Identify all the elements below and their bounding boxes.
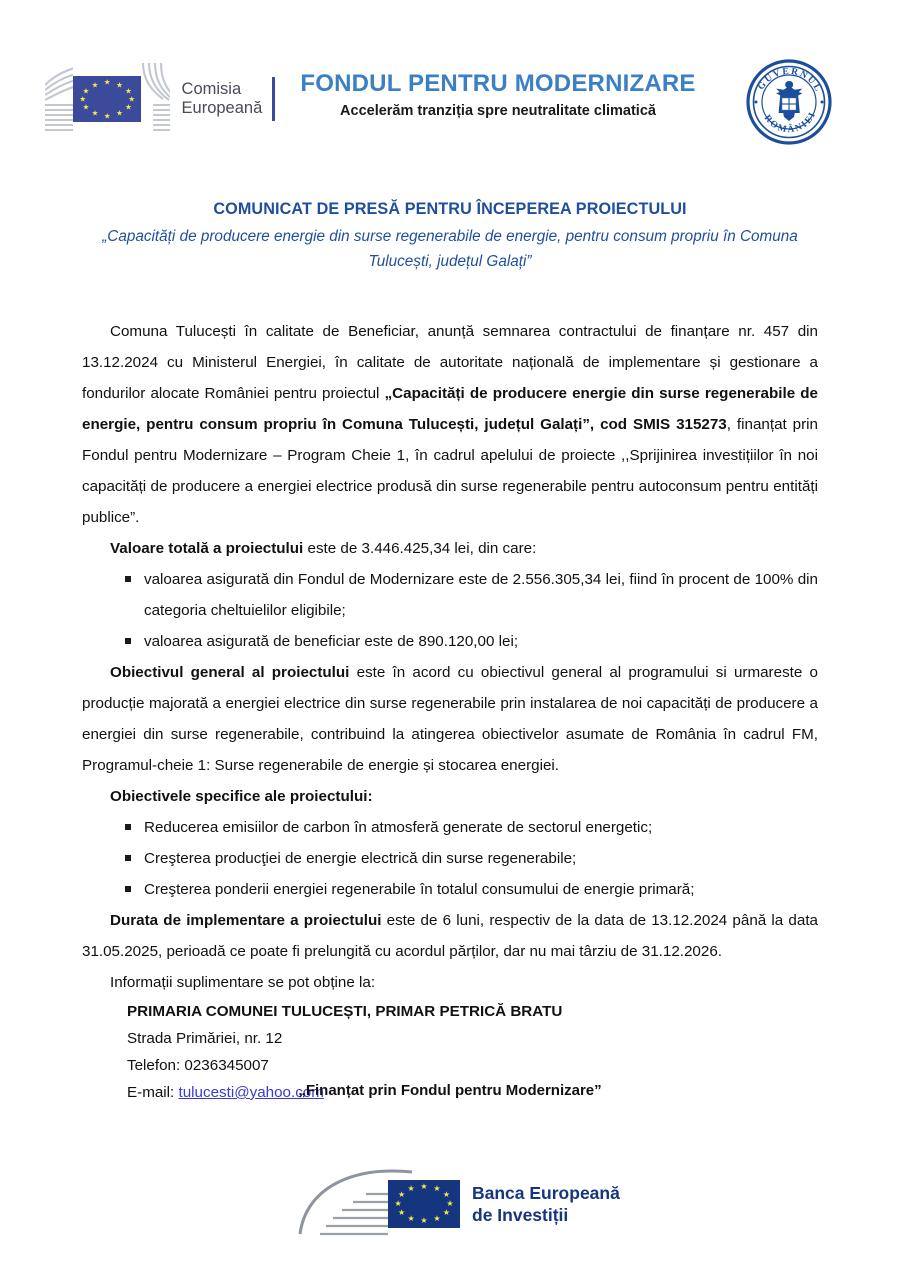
- document-title-block: [82, 198, 818, 274]
- total-value-label: Valoare totală a proiectului: [110, 540, 304, 557]
- bullet-square-icon: [125, 576, 131, 582]
- bullet-square-icon: [125, 886, 131, 892]
- bullet-square-icon: [125, 855, 131, 861]
- paragraph-implementation-duration: [82, 905, 818, 967]
- value-item-text: valoarea asigurată din Fondul de Modernizare este de 2.556.305,34 lei, fiind în procent de 100% din categoria cheltuielilor eligibile;: [144, 571, 818, 619]
- value-breakdown-list: [82, 564, 818, 657]
- paragraph1-project-name-bold: „Capacități de producere energie din surse regenerabile de energie, pentru consum propriu în Comuna Tulucești, județul Galați”, cod SMIS 315273: [82, 385, 818, 433]
- contact-email-label: E-mail:: [127, 1084, 179, 1101]
- eib-label-line2: de Investiții: [472, 1205, 569, 1225]
- list-item: [82, 874, 818, 905]
- ec-logo-divider: [272, 77, 275, 121]
- list-item: [82, 843, 818, 874]
- contact-organization: PRIMARIA COMUNEI TULUCEȘTI, PRIMAR PETRICĂ BRATU: [127, 1003, 563, 1020]
- paragraph1-part1: Comuna Tulucești în calitate de Beneficiar, anunță semnarea contractului de finanțare nr. 457 din 13.12.2024 cu Ministerul Energiei, în calitate de autoritate națională de implementare și gestionare a fondurilor alocate României pentru proiectul: [82, 323, 818, 402]
- contact-address: Strada Primăriei, nr. 12: [127, 1030, 283, 1047]
- specific-objectives-heading: [82, 781, 818, 812]
- european-investment-bank-logo: [296, 1160, 626, 1246]
- list-item: [82, 812, 818, 843]
- svg-text:GUVERNUL: GUVERNUL: [756, 66, 824, 95]
- general-objective-text: este în acord cu obiectivul general al programului si urmareste o producție majorată a energiei electrice din surse regenerabile prin instalarea de noi capacități de producere a energiei din surse regenerabile, contribuind la atingerea obiectivelor asumate de România în cadrul FM, Programul-cheie 1: Surse regenerabile de energie și stocarea energiei.: [82, 664, 818, 774]
- objective-item-text: Reducerea emisiilor de carbon în atmosferă generate de sectorul energetic;: [144, 819, 653, 836]
- document-header: [0, 0, 900, 160]
- fondul-pentru-modernizare-logo: [298, 70, 698, 121]
- paragraph-general-objective: [82, 657, 818, 781]
- paragraph1-part2: , finanțat prin Fondul pentru Modernizare – Program Cheie 1, în cadrul apelului de proiecte ,,Sprijinirea investițiilor în noi capacități de producere a energiei electrice produsă din surse regenerabile pentru autoconsum pentru entități publice”.: [82, 416, 818, 526]
- ec-label-line1: Comisia: [181, 80, 242, 98]
- list-item: [82, 626, 818, 657]
- duration-label: Durata de implementare a proiectului: [110, 912, 382, 929]
- ec-label-line2: Europeană: [181, 99, 263, 117]
- specific-objectives-list: [82, 812, 818, 905]
- guvernul-romaniei-seal: [745, 58, 833, 146]
- eu-flag-icon: ★ ★ ★ ★ ★ ★ ★ ★ ★ ★ ★ ★: [388, 1180, 460, 1228]
- specific-objectives-label: Obiectivele specifice ale proiectului:: [110, 788, 373, 805]
- contact-phone: Telefon: 0236345007: [127, 1057, 269, 1074]
- total-value-text: este de 3.446.425,34 lei, din care:: [303, 540, 537, 557]
- eib-label-line1: Banca Europeană: [472, 1183, 620, 1203]
- eu-flag-icon: ★ ★ ★ ★ ★ ★ ★ ★ ★ ★ ★ ★: [73, 76, 141, 122]
- eib-logo-label: [472, 1182, 620, 1226]
- objective-item-text: Creşterea producţiei de energie electrică din surse regenerabile;: [144, 850, 577, 867]
- european-commission-label: [182, 80, 263, 118]
- document-body: [82, 316, 818, 1106]
- duration-text: este de 6 luni, respectiv de la data de 13.12.2024 până la data 31.05.2025, perioadă ce poate fi prelungită cu acordul părților, dar nu mai târziu de 31.12.2026.: [82, 912, 818, 960]
- page-subtitle: „Capacități de producere energie din surse regenerabile de energie, pentru consum propriu în Comuna Tulucești, județul Galați”: [102, 228, 798, 270]
- list-item: [82, 564, 818, 626]
- bullet-square-icon: [125, 638, 131, 644]
- paragraph-contract-announcement: [82, 316, 818, 533]
- contact-intro: Informații suplimentare se pot obține la:: [110, 974, 376, 991]
- contact-email-link[interactable]: tulucesti@yahoo.com: [178, 1084, 324, 1101]
- paragraph-total-value: [82, 533, 818, 564]
- page-title: COMUNICAT DE PRESĂ PENTRU ÎNCEPEREA PROIECTULUI: [213, 200, 687, 218]
- fm-logo-subtitle: Accelerăm tranziția spre neutralitate climatică: [340, 103, 656, 119]
- european-commission-logo: [45, 58, 275, 140]
- objective-item-text: Creşterea ponderii energiei regenerabile în totalul consumului de energie primară;: [144, 881, 695, 898]
- value-item-text: valoarea asigurată de beneficiar este de 890.120,00 lei;: [144, 633, 519, 650]
- ec-swoosh-left-icon: [45, 63, 73, 135]
- general-objective-label: Obiectivul general al proiectului: [110, 664, 350, 681]
- fm-logo-title: FONDUL PENTRU MODERNIZARE: [300, 70, 696, 97]
- footer-funding-note: „Finanțat prin Fondul pentru Modernizare”: [298, 1082, 602, 1099]
- ec-swoosh-right-icon: [141, 63, 169, 135]
- bullet-square-icon: [125, 824, 131, 830]
- svg-text:ROMÂNIEI: ROMÂNIEI: [761, 109, 819, 136]
